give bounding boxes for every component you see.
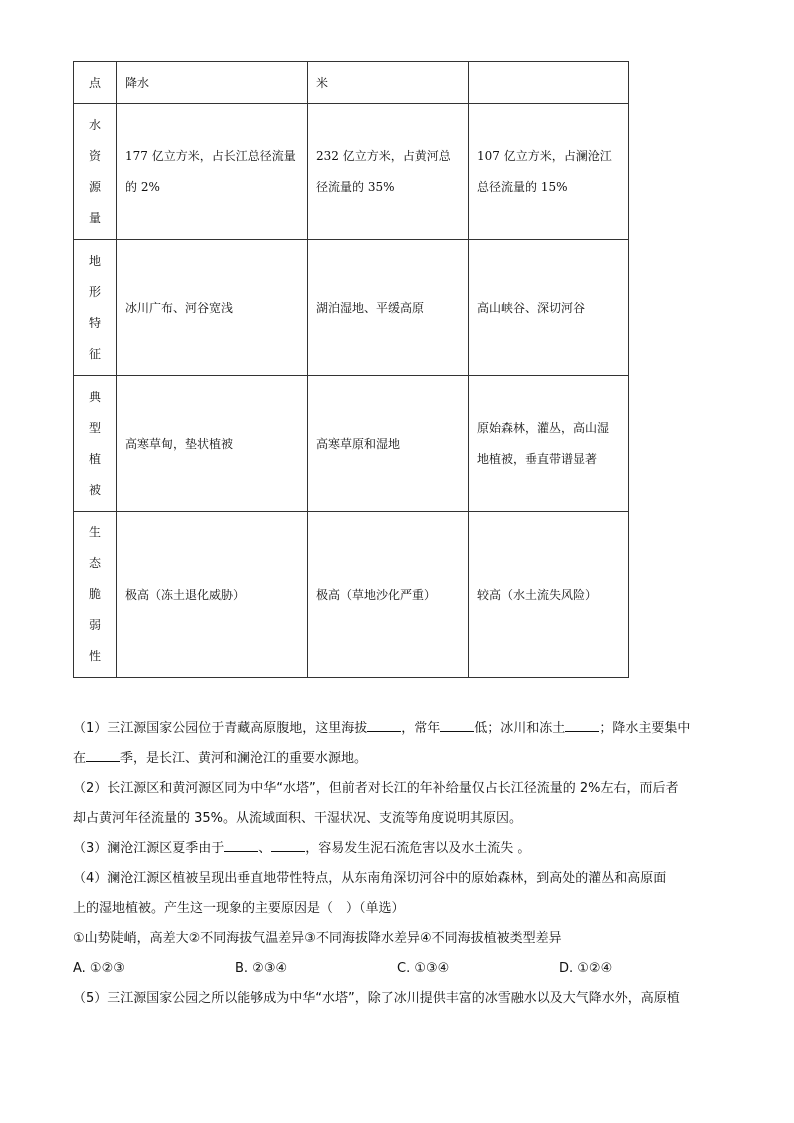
table-cell: 冰川广布、河谷宽浅 bbox=[117, 240, 308, 376]
answer-options bbox=[73, 954, 723, 984]
table-cell: 湖泊湿地、平缓高原 bbox=[308, 240, 469, 376]
question-5 bbox=[73, 984, 723, 1014]
question-text: （2）长江源区和黄河源区同为中华“水塔”，但前者对长江的年补给量仅占长江径流量的 2%左右，而后者 bbox=[73, 781, 679, 796]
question-text: 季，是长江、黄河和澜沧江的重要水源地。 bbox=[120, 751, 368, 766]
answer-blank[interactable] bbox=[224, 837, 258, 852]
table-cell: 高寒草甸，垫状植被 bbox=[117, 376, 308, 512]
question-text: ；降水主要集中 bbox=[599, 721, 691, 736]
answer-blank[interactable] bbox=[86, 747, 120, 762]
question-1 bbox=[73, 714, 723, 774]
option-a[interactable]: A. ①②③ bbox=[73, 961, 125, 976]
question-text: （4）澜沧江源区植被呈现出垂直地带性特点，从东南角深切河谷中的原始森林，到高处的灌丛和高原面 bbox=[73, 871, 667, 886]
table-row bbox=[74, 376, 629, 512]
answer-blank[interactable] bbox=[565, 717, 599, 732]
question-3 bbox=[73, 834, 723, 864]
question-4 bbox=[73, 864, 723, 954]
row-header-char: 征 bbox=[88, 346, 101, 361]
row-header-char: 源 bbox=[88, 179, 101, 194]
table-header-row bbox=[74, 62, 629, 104]
questions-section bbox=[73, 714, 723, 1014]
question-text: 在 bbox=[73, 751, 87, 766]
row-header-char: 脆 bbox=[88, 587, 101, 601]
table-cell: 高寒草原和湿地 bbox=[308, 376, 469, 512]
row-header-char: 地 bbox=[88, 253, 101, 268]
table-row bbox=[74, 512, 629, 678]
answer-blank[interactable] bbox=[367, 717, 401, 732]
row-header-char: 态 bbox=[88, 556, 101, 570]
row-header-char: 资 bbox=[88, 148, 101, 163]
row-header-char: 特 bbox=[88, 315, 101, 330]
question-2 bbox=[73, 774, 723, 834]
question-text: 上的湿地植被。产生这一现象的主要原因是（ ）（单选） bbox=[73, 901, 405, 916]
row-header bbox=[74, 512, 117, 678]
row-header-char: 形 bbox=[88, 284, 101, 299]
row-header-char: 型 bbox=[88, 420, 101, 435]
table-cell: 107 亿立方米，占澜沧江总径流量的 15% bbox=[469, 104, 629, 240]
row-header bbox=[74, 376, 117, 512]
question-text: ①山势陡峭，高差大②不同海拔气温差异③不同海拔降水差异④不同海拔植被类型差异 bbox=[73, 931, 562, 946]
table-cell: 极高（草地沙化严重） bbox=[308, 512, 469, 678]
header-cell: 米 bbox=[308, 62, 469, 104]
option-c[interactable]: C. ①③④ bbox=[397, 961, 450, 976]
row-header-char: 性 bbox=[88, 649, 101, 663]
row-header bbox=[74, 240, 117, 376]
table-cell: 177 亿立方米，占长江总径流量的 2% bbox=[117, 104, 308, 240]
answer-blank[interactable] bbox=[271, 837, 305, 852]
row-header-char: 弱 bbox=[88, 618, 101, 632]
table-row bbox=[74, 104, 629, 240]
header-cell: 点 bbox=[74, 62, 117, 104]
question-text: （5）三江源国家公园之所以能够成为中华“水塔”，除了冰川提供丰富的冰雪融水以及大气降水外，高原植 bbox=[73, 991, 680, 1006]
row-header-char: 水 bbox=[88, 117, 101, 132]
table-cell: 极高（冻土退化威胁） bbox=[117, 512, 308, 678]
row-header bbox=[74, 104, 117, 240]
table-cell: 232 亿立方米，占黄河总径流量的 35% bbox=[308, 104, 469, 240]
row-header-char: 生 bbox=[88, 525, 101, 539]
answer-blank[interactable] bbox=[440, 717, 474, 732]
header-cell bbox=[469, 62, 629, 104]
option-d[interactable]: D. ①②④ bbox=[559, 961, 613, 976]
question-text: ，容易发生泥石流危害以及水土流失 。 bbox=[305, 841, 531, 856]
row-header-char: 量 bbox=[88, 210, 101, 225]
option-b[interactable]: B. ②③④ bbox=[235, 961, 288, 976]
question-text: 低；冰川和冻土 bbox=[474, 721, 566, 736]
table-cell: 较高（水土流失风险） bbox=[469, 512, 629, 678]
question-text: 、 bbox=[258, 841, 272, 856]
row-header-char: 典 bbox=[88, 389, 101, 404]
data-table bbox=[73, 61, 629, 678]
question-text: （3）澜沧江源区夏季由于 bbox=[73, 841, 225, 856]
question-text: ，常年 bbox=[401, 721, 441, 736]
header-cell: 降水 bbox=[117, 62, 308, 104]
row-header-char: 植 bbox=[88, 451, 101, 466]
question-text: （1）三江源国家公园位于青藏高原腹地，这里海拔 bbox=[73, 721, 368, 736]
question-text: 却占黄河年径流量的 35%。从流域面积、干湿状况、支流等角度说明其原因。 bbox=[73, 811, 523, 826]
row-header-char: 被 bbox=[88, 482, 101, 497]
table-row bbox=[74, 240, 629, 376]
table-cell: 原始森林，灌丛，高山湿地植被，垂直带谱显著 bbox=[469, 376, 629, 512]
table-cell: 高山峡谷、深切河谷 bbox=[469, 240, 629, 376]
